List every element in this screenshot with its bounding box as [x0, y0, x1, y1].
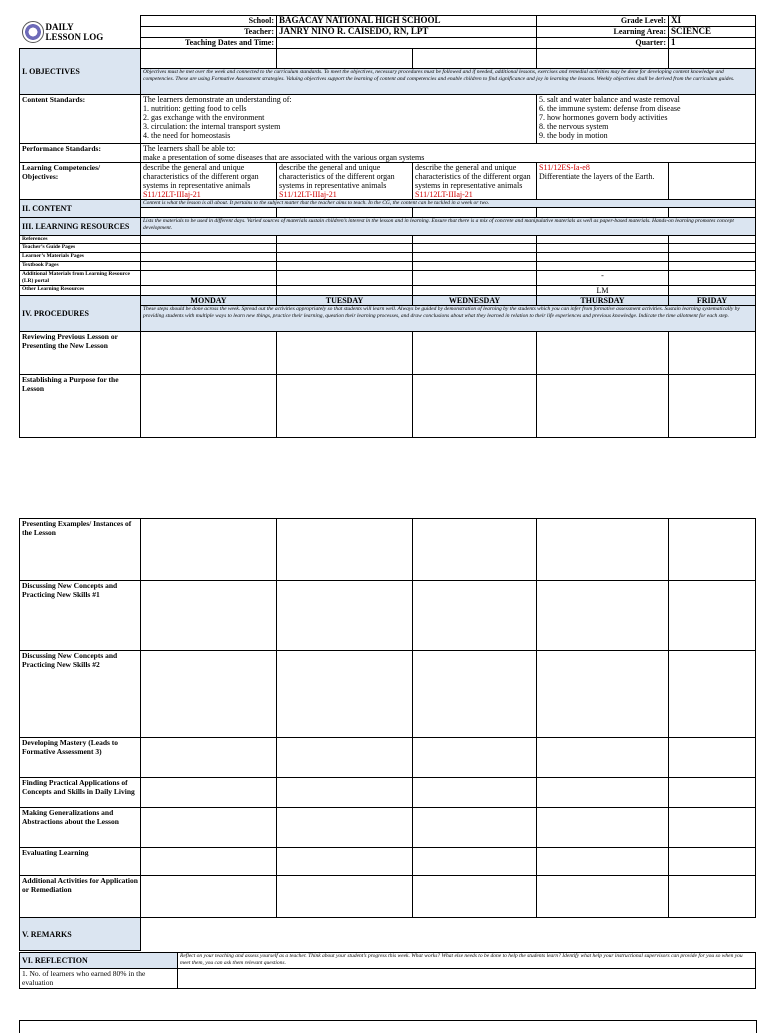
grade-value: XI: [669, 16, 756, 27]
procedure-row-label: Developing Mastery (Leads to Formative Assessment 3): [20, 738, 141, 778]
title-line1: DAILY: [45, 21, 74, 32]
competencies-label: Learning Competencies/ Objectives:: [20, 163, 141, 200]
dates-value: [277, 38, 537, 49]
content-item: 8. the nervous system: [539, 122, 609, 131]
content-standards-left: [141, 95, 537, 144]
procedure-row-label: Evaluating Learning: [20, 848, 141, 876]
competency-code: S11/12ES-Ia-e8: [539, 163, 590, 172]
content-standards-label: Content Standards:: [20, 95, 141, 144]
performance-standards-value: [141, 144, 756, 163]
content-standards-right: [537, 95, 756, 144]
resource-row-label: Textbook Pages: [20, 262, 141, 271]
resource-row-label: Additional Materials from Learning Resource (LR) portal: [20, 271, 141, 286]
resource-row-label: References: [20, 236, 141, 244]
resources-note: Lists the materials to be used in different days. Varied sources of materials sustain children’s interest in the lesson and in learning. Ensure that there is a mix of concrete and manipulative materials as well as paper-based materials. Hands-on learning promotes concept development.: [141, 218, 756, 236]
reflection-table: [19, 952, 756, 989]
area-value: SCIENCE: [669, 27, 756, 38]
competency-text: describe the general and unique characteristics of the different organ systems in representative animals: [415, 163, 531, 190]
reflection-title: VI. REFLECTION: [20, 953, 178, 969]
day-header-tuesday: TUESDAY: [277, 296, 413, 306]
school-value: BAGACAY NATIONAL HIGH SCHOOL: [277, 16, 537, 27]
resources-title: III. LEARNING RESOURCES: [20, 218, 141, 236]
performance-standards-label: Performance Standards:: [20, 144, 141, 163]
procedure-row-label: Discussing New Concepts and Practicing New Skills #1: [20, 581, 141, 651]
day-header-friday: FRIDAY: [669, 296, 756, 306]
day-header-monday: MONDAY: [141, 296, 277, 306]
content-item: 6. the immune system: defense from disease: [539, 104, 681, 113]
resource-row-label: Other Learning Resources: [20, 286, 141, 296]
content-item: 9. the body in motion: [539, 131, 608, 140]
deped-seal-icon: [22, 21, 44, 43]
school-label: School:: [141, 16, 277, 27]
resource-row-label: Teacher’s Guide Pages: [20, 244, 141, 253]
procedure-row-label: Presenting Examples/ Instances of the Lesson: [20, 519, 141, 581]
resource-row-label: Learner’s Materials Pages: [20, 253, 141, 262]
competency-monday: [141, 163, 277, 200]
procedure-row-label: Additional Activities for Application or Remediation: [20, 876, 141, 918]
competency-friday: [669, 163, 756, 200]
procedure-row-label: Finding Practical Applications of Concepts and Skills in Daily Living: [20, 778, 141, 808]
title-line2: LESSON LOG: [45, 31, 104, 42]
competency-text: describe the general and unique characteristics of the different organ systems in representative animals: [143, 163, 259, 190]
quarter-label: Quarter:: [537, 38, 669, 49]
quarter-value: 1: [669, 38, 756, 49]
lesson-log-table-page2: [19, 518, 756, 951]
objectives-note: Objectives must be met over the week and connected to the curriculum standards. To meet the objectives, necessary procedures must be followed and if needed, additional lessons, exercises and remedial activities may be done for developing content knowledge and competencies. These are using Formative Assessment strategies. Valuing objectives support the learning of content and competencies and enable children to find significance and joy in learning the lessons. Weekly objectives shall be derived from the curriculum guides.: [141, 69, 756, 95]
teacher-label: Teacher:: [141, 27, 277, 38]
content-item: 3. circulation: the internal transport system: [143, 122, 281, 131]
header-logo-cell: [20, 16, 141, 49]
procedure-row-label: Establishing a Purpose for the Lesson: [20, 375, 141, 438]
procedures-note: These steps should be done across the week. Spread out the activities appropriately so that students will learn well. Always be guided by demonstration of learning by the students which you can infer from formative assessment activities. Sustain learning systematically by providing students with multiple ways to learn new things, practice their learning, question their learning processes, and draw conclusions about what they learned in relation to their life experiences and previous knowledge. Indicate the time allotment for each step.: [141, 306, 756, 332]
competency-tuesday: [277, 163, 413, 200]
procedures-title: IV. PROCEDURES: [20, 296, 141, 332]
procedure-row-label: Discussing New Concepts and Practicing New Skills #2: [20, 651, 141, 738]
lesson-log-table-page1: [19, 15, 756, 438]
content-item: 2. gas exchange with the environment: [143, 113, 265, 122]
area-label: Learning Area:: [537, 27, 669, 38]
content-item: 1. nutrition: getting food to cells: [143, 104, 247, 113]
content-note: Content is what the lesson is all about. It pertains to the subject matter that the teacher aims to teach. In the CG, the content can be tackled in a week or two.: [141, 200, 756, 208]
resource-dash: -: [537, 271, 669, 286]
content-item: 5. salt and water balance and waste removal: [539, 95, 680, 104]
performance-line: The learners shall be able to:: [143, 144, 236, 153]
remarks-title: V. REMARKS: [20, 918, 141, 951]
competency-code: S11/12LT-IIIaj-21: [143, 190, 201, 199]
competency-code: S11/12LT-IIIaj-21: [415, 190, 473, 199]
procedure-row-label: Making Generalizations and Abstractions about the Lesson: [20, 808, 141, 848]
competency-wednesday: [413, 163, 537, 200]
remarks-value: [141, 918, 756, 951]
grade-label: Grade Level:: [537, 16, 669, 27]
content-item: 7. how hormones govern body activities: [539, 113, 668, 122]
performance-line: make a presentation of some diseases that are associated with the various organ systems: [143, 153, 425, 162]
content-intro: The learners demonstrate an understanding of:: [143, 95, 292, 104]
resource-lm: LM: [537, 286, 669, 296]
reflection-note: Reflect on your teaching and assess yourself as a teacher. Think about your student’s progress this week. What works? What else needs to be done to help the students learn? Identify what help your instructional supervisors can provide for you so when you meet them, you can ask them relevant questions.: [178, 953, 756, 969]
next-page-table-edge: [19, 1020, 757, 1033]
competency-text: Differentiate the layers of the Earth.: [539, 172, 655, 181]
dates-label: Teaching Dates and Time:: [141, 38, 277, 49]
content-title: II. CONTENT: [20, 200, 141, 218]
competency-text: describe the general and unique characteristics of the different organ systems in representative animals: [279, 163, 395, 190]
competency-thursday: [537, 163, 669, 200]
content-item: 4. the need for homeostasis: [143, 131, 231, 140]
reflection-item-1: 1. No. of learners who earned 80% in the evaluation: [20, 969, 178, 989]
competency-code: S11/12LT-IIIaj-21: [279, 190, 337, 199]
day-header-thursday: THURSDAY: [537, 296, 669, 306]
teacher-value: JANRY NINO R. CAISEDO, RN, LPT: [277, 27, 537, 38]
objectives-title: I. OBJECTIVES: [20, 49, 141, 95]
day-header-wednesday: WEDNESDAY: [413, 296, 537, 306]
procedure-row-label: Reviewing Previous Lesson or Presenting the New Lesson: [20, 332, 141, 375]
